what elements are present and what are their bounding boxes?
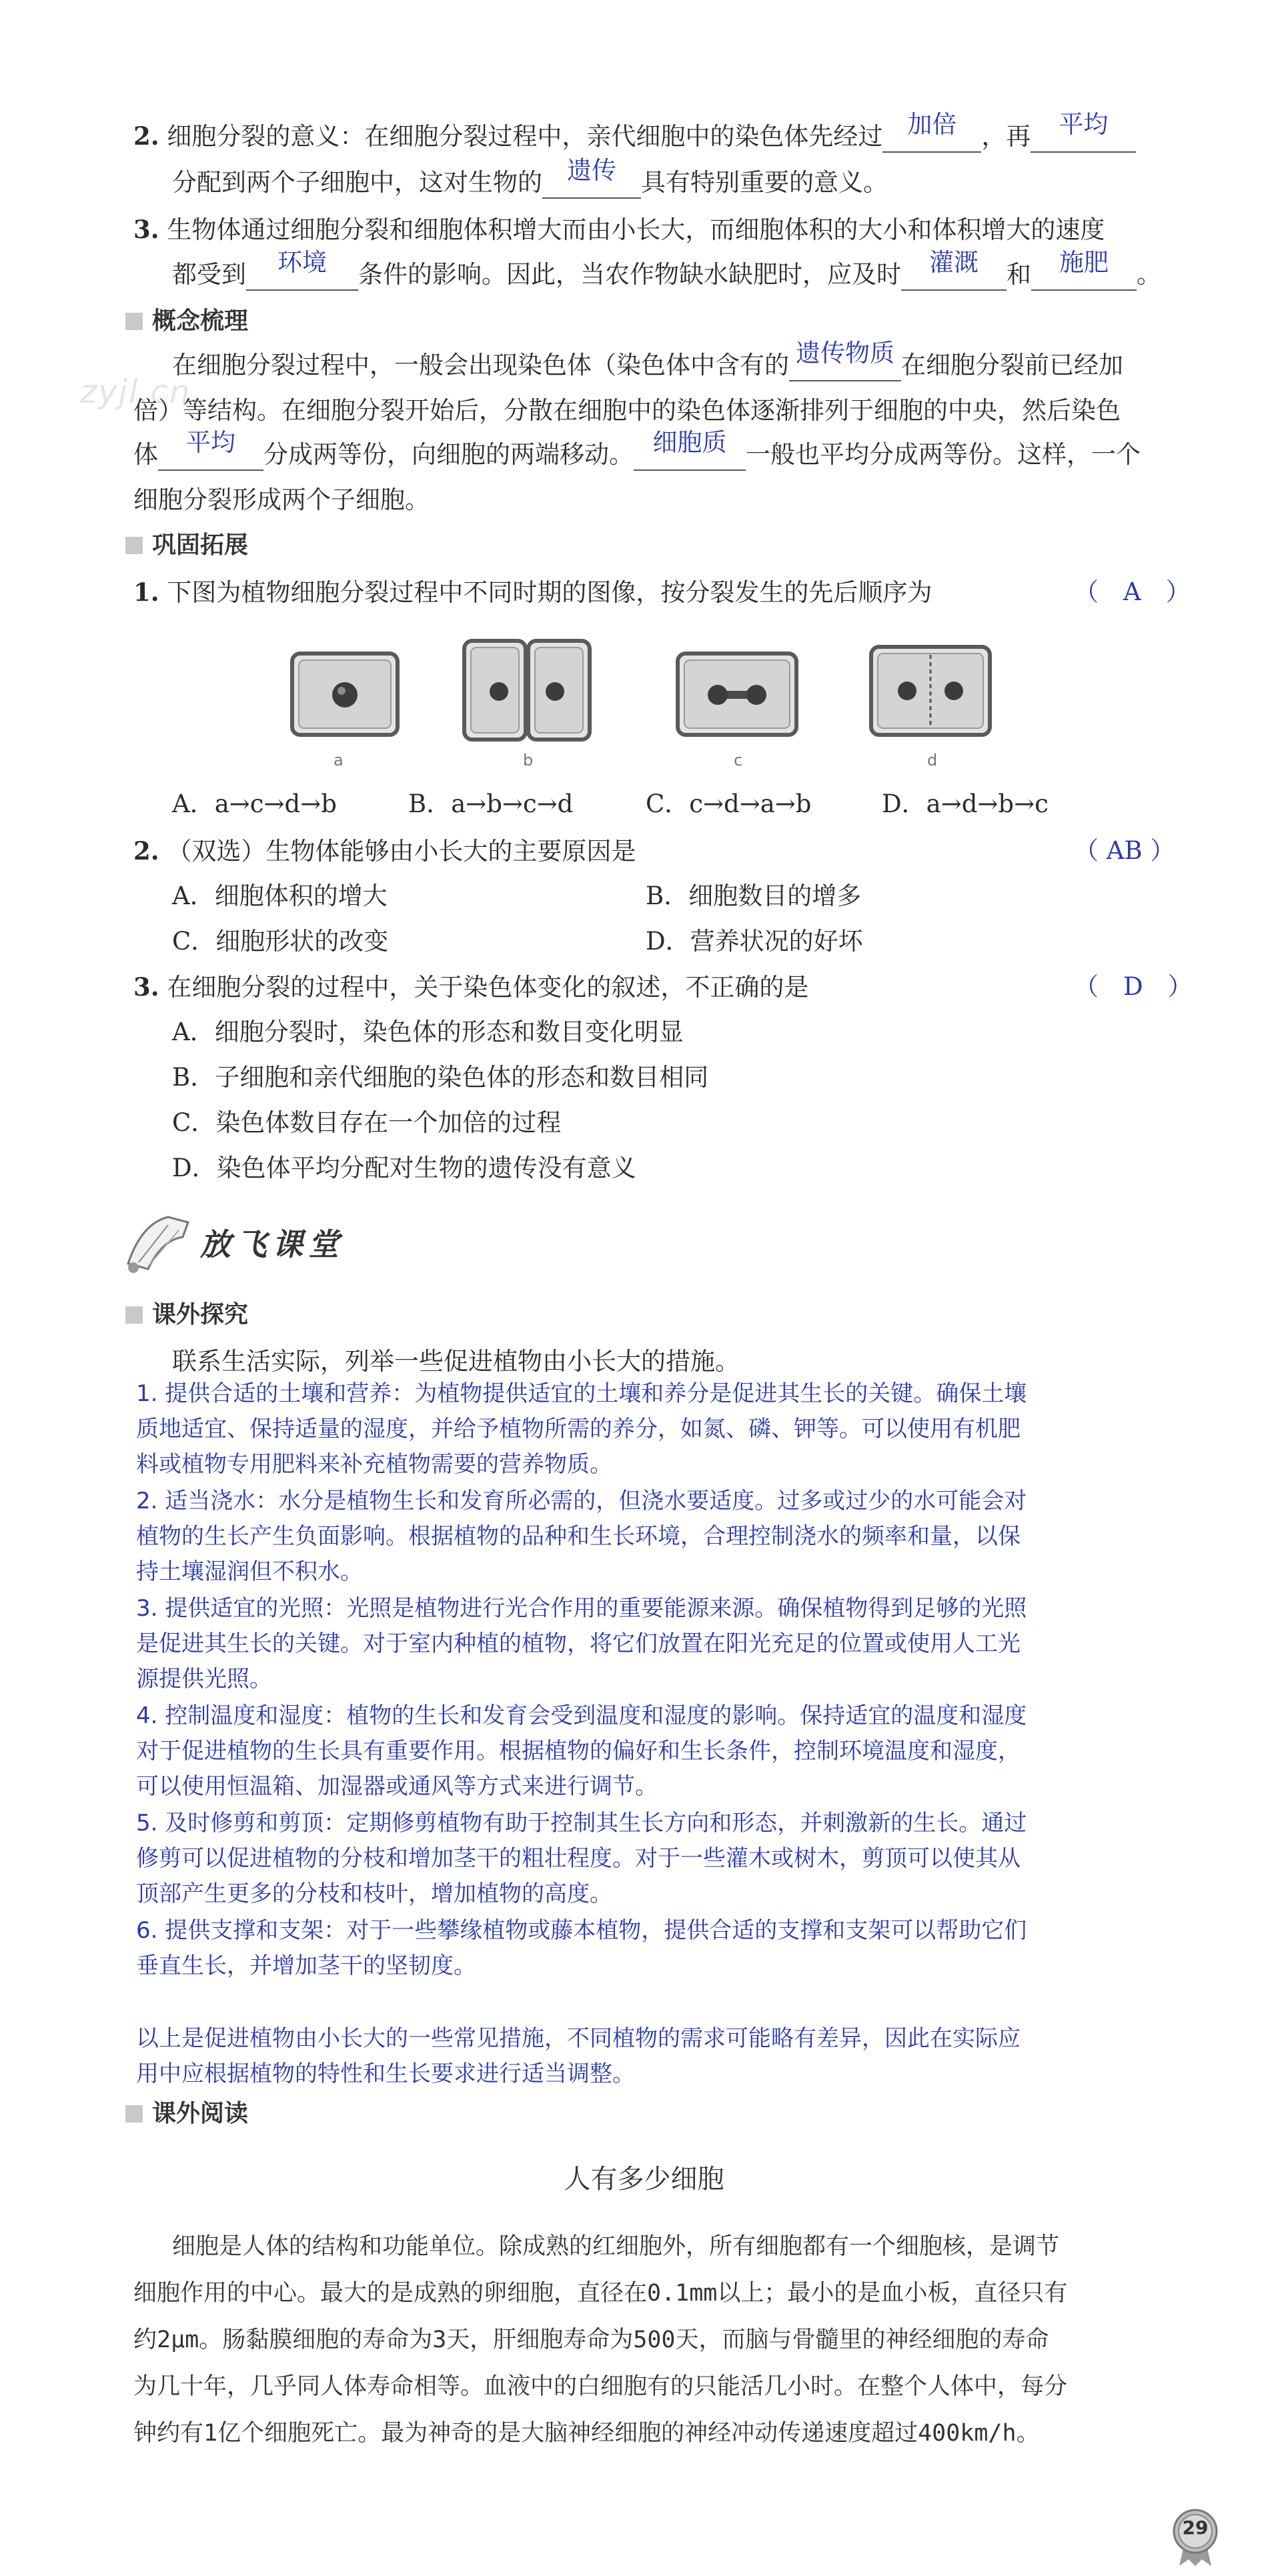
cell-figure-d [867, 640, 994, 743]
answer-blank: 平均 [158, 440, 263, 471]
explore-answer-line: 植物的生长产生负面影响。根据植物的品种和生长环境，合理控制浇水的频率和量，以保 [136, 1523, 1021, 1550]
section-square-icon [125, 1306, 143, 1324]
question-number: 3. [133, 215, 159, 244]
explore-answer-line: 是促进其生长的关键。对于室内种植的植物，将它们放置在阳光充足的位置或使用人工光 [136, 1630, 1021, 1657]
consolidate-q2 [133, 834, 636, 869]
reading-line: 钟约有1亿个细胞死亡。最为神奇的是大脑神经细胞的神经冲动传递速度超过400km/h。 [133, 2420, 1040, 2447]
consolidate-q3 [133, 970, 808, 1005]
answer-blank: 平均 [1031, 122, 1136, 153]
question-3-line-1 [133, 212, 1105, 247]
explore-answer-line: 5. 及时修剪和剪顶：定期修剪植物有助于控制其生长方向和形态，并刺激新的生长。通过 [136, 1810, 1027, 1836]
option-c: C．细胞形状的改变 [172, 927, 389, 956]
reading-line: 约2μm。肠黏膜细胞的寿命为3天，肝细胞寿命为500天，而脑与骨髓里的神经细胞的寿命 [133, 2327, 1049, 2353]
figure-label-a: a [334, 751, 344, 770]
fly-banner-title: 放飞课堂 [200, 1226, 344, 1262]
option-a: A．细胞体积的增大 [172, 882, 388, 910]
explore-answer-line: 修剪可以促进植物的分枝和增加茎干的粗壮程度。对于一些灌木或树木，剪顶可以使其从 [136, 1845, 1021, 1872]
page-number: 29 [1182, 2517, 1209, 2539]
question-text: 。 [1137, 260, 1161, 289]
answer-bracket: （ A ） [1074, 577, 1191, 606]
explore-answer-line: 6. 提供支撑和支架：对于一些攀缘植物或藤本植物，提供合适的支撑和支架可以帮助它们 [136, 1917, 1027, 1944]
explore-answer-line: 顶部产生更多的分枝和枝叶，增加植物的高度。 [136, 1880, 612, 1907]
explore-answer-line: 可以使用恒温箱、加湿器或通风等方式来进行调节。 [136, 1773, 658, 1800]
fly-banner-icon [121, 1210, 195, 1280]
figure-label-b: b [523, 751, 534, 770]
cell-figure-a [288, 647, 402, 743]
explore-answer-line: 1. 提供合适的土壤和营养：为植物提供适宜的土壤和养分是促进其生长的关键。确保土壤 [136, 1380, 1027, 1407]
page-number-badge [1169, 2507, 1222, 2567]
explore-answer-line: 4. 控制温度和湿度：植物的生长和发育会受到温度和湿度的影响。保持适宜的温度和湿度 [136, 1702, 1027, 1729]
answer-blank: 遗传物质 [789, 351, 901, 381]
question-text: 细胞分裂的意义：在细胞分裂过程中，亲代细胞中的染色体先经过 [167, 122, 883, 151]
cell-figure-b [460, 637, 594, 746]
answer-blank: 灌溉 [901, 260, 1007, 291]
option-c: C．染色体数目存在一个加倍的过程 [172, 1108, 562, 1137]
explore-answer-line: 质地适宜、保持适量的湿度，并给予植物所需的养分，如氮、磷、钾等。可以使用有机肥 [136, 1416, 1021, 1442]
option-d: D．a→d→b→c [882, 790, 1049, 818]
option-c: C．c→d→a→b [646, 790, 812, 818]
question-number: 2. [133, 836, 159, 866]
explore-answer-line: 用中应根据植物的特性和生长要求进行适当调整。 [136, 2061, 635, 2087]
answer-blank: 细胞质 [634, 440, 746, 471]
question-text: （双选）生物体能够由小长大的主要原因是 [167, 837, 636, 866]
question-text: 分配到两个子细胞中，这对生物的 [172, 168, 542, 197]
concept-line-4: 细胞分裂形成两个子细胞。 [133, 485, 430, 514]
question-2-line-2 [172, 156, 888, 200]
option-d: D．染色体平均分配对生物的遗传没有意义 [172, 1154, 636, 1182]
question-number: 1. [133, 577, 159, 607]
explore-answer-line: 源提供光照。 [136, 1666, 272, 1692]
option-a: A．细胞分裂时，染色体的形态和数目变化明显 [172, 1018, 684, 1046]
explore-answer-line: 2. 适当浇水：水分是植物生长和发育所必需的，但浇水要适度。过多或过少的水可能会对 [136, 1488, 1027, 1514]
reading-line: 细胞是人体的结构和功能单位。除成熟的红细胞外，所有细胞都有一个细胞核，是调节 [172, 2233, 1060, 2260]
section-explore-title: 课外探究 [125, 1299, 248, 1331]
concept-line-1 [172, 339, 1123, 383]
option-b: B．a→b→c→d [408, 790, 574, 818]
answer-blank: 遗传 [542, 168, 641, 199]
question-3-line-2 [172, 248, 1161, 292]
concept-text: 在细胞分裂前已经加 [901, 351, 1123, 379]
reading-heading: 人有多少细胞 [564, 2164, 724, 2195]
answer-blank: 环境 [246, 260, 358, 291]
concept-text: 一般也平均分成两等份。这样，一个 [746, 440, 1141, 469]
question-text: 都受到 [172, 260, 246, 289]
question-text: 下图为植物细胞分裂过程中不同时期的图像，按分裂发生的先后顺序为 [167, 578, 932, 607]
question-number: 2. [133, 121, 159, 151]
figure-label-d: d [927, 751, 938, 770]
section-square-icon [125, 313, 143, 330]
option-b: B．细胞数目的增多 [646, 882, 862, 910]
question-2-line-1 [133, 110, 1136, 154]
question-text: 和 [1007, 260, 1031, 289]
consolidate-q1 [133, 575, 932, 610]
reading-line: 细胞作用的中心。最大的是成熟的卵细胞，直径在0.1mm以上；最小的是血小板，直径只有 [133, 2280, 1068, 2307]
section-reading-title: 课外阅读 [125, 2098, 248, 2130]
section-concept-title: 概念梳理 [125, 305, 248, 337]
explore-answer-line: 持土壤湿润但不积水。 [136, 1558, 363, 1585]
option-d: D．营养状况的好坏 [646, 927, 863, 956]
cell-figure-c [674, 647, 800, 743]
question-text: ，再 [981, 122, 1031, 151]
section-square-icon [125, 2105, 143, 2123]
answer-bracket: （ D ） [1074, 972, 1193, 1001]
explore-prompt: 联系生活实际，列举一些促进植物由小长大的措施。 [172, 1347, 740, 1376]
section-square-icon [125, 537, 143, 554]
figure-label-c: c [734, 751, 743, 770]
explore-answer-line: 3. 提供适宜的光照：光照是植物进行光合作用的重要能源来源。确保植物得到足够的光照 [136, 1595, 1027, 1622]
question-text: 条件的影响。因此，当农作物缺水缺肥时，应及时 [358, 260, 901, 289]
reading-line: 为几十年，几乎同人体寿命相等。血液中的白细胞有的只能活几小时。在整个人体中，每分 [133, 2373, 1068, 2400]
explore-answer-line: 对于促进植物的生长具有重要作用。根据植物的偏好和生长条件，控制环境温度和湿度， [136, 1738, 1021, 1764]
explore-answer-line: 以上是促进植物由小长大的一些常见措施，不同植物的需求可能略有差异，因此在实际应 [136, 2025, 1021, 2052]
question-number: 3. [133, 972, 159, 1002]
question-text: 生物体通过细胞分裂和细胞体积增大而由小长大，而细胞体积的大小和体积增大的速度 [167, 215, 1105, 244]
question-text: 具有特别重要的意义。 [641, 168, 888, 197]
explore-answer-line: 垂直生长，并增加茎干的坚韧度。 [136, 1953, 476, 1979]
explore-answer-line: 料或植物专用肥料来补充植物需要的营养物质。 [136, 1451, 612, 1478]
section-consolidate-title: 巩固拓展 [125, 529, 248, 561]
concept-line-2: 倍）等结构。在细胞分裂开始后，分散在细胞中的染色体逐渐排列于细胞的中央，然后染色 [133, 396, 1121, 425]
concept-text: 体 [133, 440, 158, 469]
answer-blank: 加倍 [882, 122, 981, 153]
concept-text: 分成两等份，向细胞的两端移动。 [263, 440, 634, 469]
option-a: A．a→c→d→b [172, 790, 337, 818]
option-b: B．子细胞和亲代细胞的染色体的形态和数目相同 [172, 1063, 709, 1092]
answer-bracket: （ AB ） [1074, 836, 1175, 865]
concept-line-3 [133, 428, 1141, 472]
answer-blank: 施肥 [1031, 260, 1137, 291]
watermark: zyjl.cn [80, 373, 191, 411]
question-text: 在细胞分裂的过程中，关于染色体变化的叙述，不正确的是 [167, 973, 809, 1002]
concept-text: 在细胞分裂过程中，一般会出现染色体（染色体中含有的 [172, 351, 789, 379]
